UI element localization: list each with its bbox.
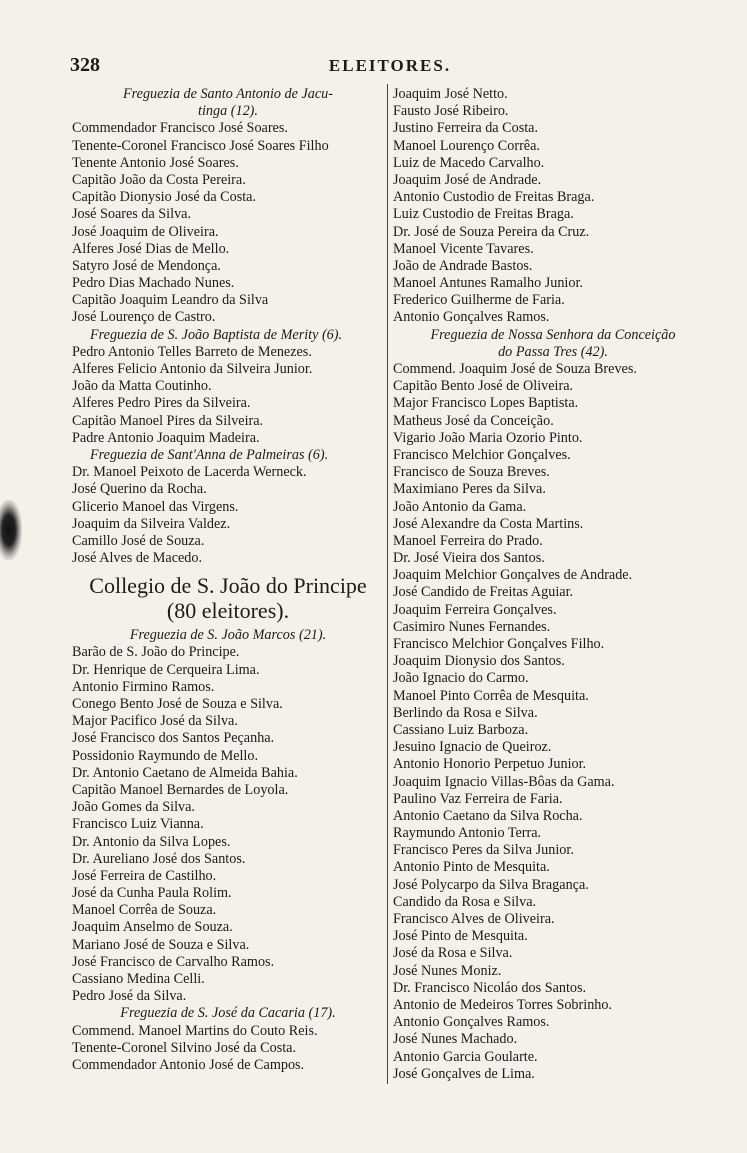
elector-entry: Joaquim Ignacio Villas-Bôas da Gama. [393,773,615,790]
elector-entry: Antonio Custodio de Freitas Braga. [393,189,595,206]
elector-entry: José Francisco de Carvalho Ramos. [72,953,275,970]
elector-entry: Francisco Alves de Oliveira. [393,911,555,927]
elector-entry: Antonio Firmino Ramos. [72,678,215,695]
elector-entry: Joaquim Ferreira Gonçalves. [393,601,557,618]
right-column [393,86,713,1083]
elector-entry: José Polycarpo da Silva Bragança. [393,876,589,893]
elector-entry: Camillo José de Souza. [72,532,205,549]
elector-entry: José Nunes Moniz. [393,962,502,979]
column-divider [387,84,388,1084]
elector-entry: Joaquim José Netto. [393,86,508,102]
elector-entry: Major Francisco Lopes Baptista. [393,395,579,412]
elector-entry: Raymundo Antonio Terra. [393,825,542,842]
elector-entry: Manoel Vicente Tavares. [393,240,534,257]
elector-entry: Joaquim Anselmo de Souza. [72,919,233,936]
elector-entry: Tenente-Coronel Silvino José da Costa. [72,1039,296,1056]
elector-entry: Mariano José de Souza e Silva. [72,936,250,953]
elector-entry: Padre Antonio Joaquim Madeira. [72,429,260,446]
elector-entry: Vigario João Maria Ozorio Pinto. [393,429,583,446]
left-column [72,86,384,1074]
elector-entry: Glicerio Manoel das Virgens. [72,498,239,515]
elector-entry: Joaquim Dionysio dos Santos. [393,653,565,670]
parish-heading: Freguezia de S. João Marcos (21). [129,627,327,644]
elector-entry: Joaquim Melchior Gonçalves de Andrade. [393,567,633,584]
elector-entry: Manoel Lourenço Corrêa. [393,137,540,154]
elector-entry: Manoel Pinto Corrêa de Mesquita. [393,687,589,704]
elector-entry: José Candido de Freitas Aguiar. [393,584,574,601]
elector-entry: José Gonçalves de Lima. [393,1065,535,1082]
elector-entry: Pedro Dias Machado Nunes. [72,275,235,292]
elector-entry: Dr. Antonio da Silva Lopes. [72,833,231,850]
elector-entry: Frederico Guilherme de Faria. [393,292,565,309]
binding-smudge [0,500,22,560]
elector-entry: Matheus José da Conceição. [393,412,554,429]
parish-heading: tinga (12). [198,103,258,120]
elector-entry: Maximiano Peres da Silva. [393,481,546,498]
elector-entry: Justino Ferreira da Costa. [393,120,538,137]
elector-entry: Joaquim José de Andrade. [393,171,542,188]
elector-entry: Cassiano Luiz Barboza. [393,721,529,738]
elector-entry: José Alexandre da Costa Martins. [393,515,584,532]
elector-entry: José Francisco dos Santos Peçanha. [72,730,275,747]
parish-heading: Freguezia de Nossa Senhora da Conceição [430,326,676,343]
elector-entry: Francisco Melchior Gonçalves. [393,446,571,463]
elector-entry: Alferes Pedro Pires da Silveira. [72,395,251,412]
elector-entry: Dr. Aureliano José dos Santos. [72,850,246,867]
elector-entry: Capitão Manoel Bernardes de Loyola. [72,781,289,798]
elector-entry: Antonio Caetano da Silva Rocha. [393,807,583,824]
elector-entry: Capitão João da Costa Pereira. [72,171,246,188]
elector-entry: José Pinto de Mesquita. [393,928,528,945]
elector-entry: José Ferreira de Castilho. [72,867,217,884]
elector-entry: Alferes Felicio Antonio da Silveira Junior. [72,361,313,377]
elector-entry: Paulino Vaz Ferreira de Faria. [393,790,563,807]
elector-entry: João de Andrade Bastos. [393,257,533,274]
elector-entry: Commend. Manoel Martins do Couto Reis. [72,1022,318,1039]
elector-entry: Commendador Antonio José de Campos. [72,1056,305,1073]
elector-entry: José da Cunha Paula Rolim. [72,885,232,902]
parish-heading: Freguezia de Sant'Anna de Palmeiras (6). [90,446,329,463]
elector-entry: Dr. Francisco Nicoláo dos Santos. [393,979,587,996]
elector-entry: Capitão Manoel Pires da Silveira. [72,412,264,429]
elector-entry: Manoel Antunes Ramalho Junior. [393,275,583,292]
elector-entry: Antonio Pinto de Mesquita. [393,859,550,876]
elector-entry: João da Matta Coutinho. [72,378,212,395]
elector-entry: João Antonio da Gama. [393,498,527,515]
elector-entry: Dr. José de Souza Pereira da Cruz. [393,223,590,240]
college-heading: Collegio de S. João do Principe [89,573,367,599]
elector-entry: Dr. Antonio Caetano de Almeida Bahia. [72,764,298,781]
elector-entry: Candido da Rosa e Silva. [393,893,537,910]
elector-entry: Manoel Ferreira do Prado. [393,532,543,549]
elector-entry: Possidonio Raymundo de Mello. [72,747,259,764]
elector-entry: Antonio de Medeiros Torres Sobrinho. [393,996,613,1013]
elector-entry: Tenente-Coronel Francisco José Soares Filho [72,137,329,154]
elector-entry: José Querino da Rocha. [72,481,207,498]
elector-entry: José Joaquim de Oliveira. [72,223,219,240]
elector-entry: Jesuino Ignacio de Queiroz. [393,739,552,756]
elector-entry: Luiz Custodio de Freitas Braga. [393,206,574,223]
elector-entry: José Lourenço de Castro. [72,309,216,326]
running-title: ELEITORES. [328,56,452,75]
parish-heading: Freguezia de S. José da Cacaria (17). [120,1005,336,1022]
elector-entry: José Nunes Machado. [393,1031,518,1048]
elector-entry: Capitão Joaquim Leandro da Silva [72,292,269,309]
elector-entry: Fausto José Ribeiro. [393,103,509,120]
elector-entry: Alferes José Dias de Mello. [72,240,230,257]
elector-entry: Francisco Peres da Silva Junior. [393,842,574,859]
elector-entry: Pedro José da Silva. [72,988,187,1005]
elector-entry: Casimiro Nunes Fernandes. [393,618,551,635]
elector-entry: João Gomes da Silva. [72,799,195,816]
elector-entry: Pedro Antonio Telles Barreto de Menezes. [72,343,312,360]
parish-heading: do Passa Tres (42). [498,343,608,360]
elector-entry: Antonio Honorio Perpetuo Junior. [393,756,587,773]
elector-entry: Dr. Manoel Peixoto de Lacerda Werneck. [72,464,307,481]
page-number: 328 [70,54,100,76]
elector-entry: Antonio Gonçalves Ramos. [393,309,550,326]
elector-entry: Satyro José de Mendonça. [72,257,221,274]
elector-entry: Berlindo da Rosa e Silva. [393,704,538,721]
elector-entry: Commendador Francisco José Soares. [72,120,288,137]
elector-entry: Barão de S. João do Principe. [72,644,240,661]
parish-heading: Freguezia de Santo Antonio de Jacu- [122,86,333,102]
elector-entry: Luiz de Macedo Carvalho. [393,154,545,171]
elector-entry: Commend. Joaquim José de Souza Breves. [393,361,637,377]
college-heading: (80 eleitores). [166,598,290,624]
elector-entry: Antonio Gonçalves Ramos. [393,1014,550,1031]
elector-entry: Capitão Dionysio José da Costa. [72,189,257,206]
elector-entry: Cassiano Medina Celli. [72,971,205,987]
elector-entry: Francisco Luiz Vianna. [72,816,204,833]
elector-entry: Dr. Henrique de Cerqueira Lima. [72,661,260,678]
elector-entry: Francisco Melchior Gonçalves Filho. [393,636,605,652]
elector-entry: José da Rosa e Silva. [393,945,513,962]
elector-entry: Antonio Garcia Goularte. [393,1048,538,1065]
elector-entry: José Soares da Silva. [72,206,192,223]
page-header [70,54,710,80]
elector-entry: José Alves de Macedo. [72,550,203,567]
elector-entry: Major Pacifico José da Silva. [72,713,238,730]
elector-entry: Conego Bento José de Souza e Silva. [72,696,283,712]
elector-entry: João Ignacio do Carmo. [393,670,529,687]
elector-entry: Capitão Bento José de Oliveira. [393,378,574,395]
elector-entry: Francisco de Souza Breves. [393,464,550,481]
parish-heading: Freguezia de S. João Baptista de Merity (6). [90,326,343,343]
elector-entry: Joaquim da Silveira Valdez. [72,515,231,532]
elector-entry: Manoel Corrêa de Souza. [72,902,217,919]
elector-entry: Tenente Antonio José Soares. [72,154,239,171]
elector-entry: Dr. José Vieira dos Santos. [393,550,545,567]
